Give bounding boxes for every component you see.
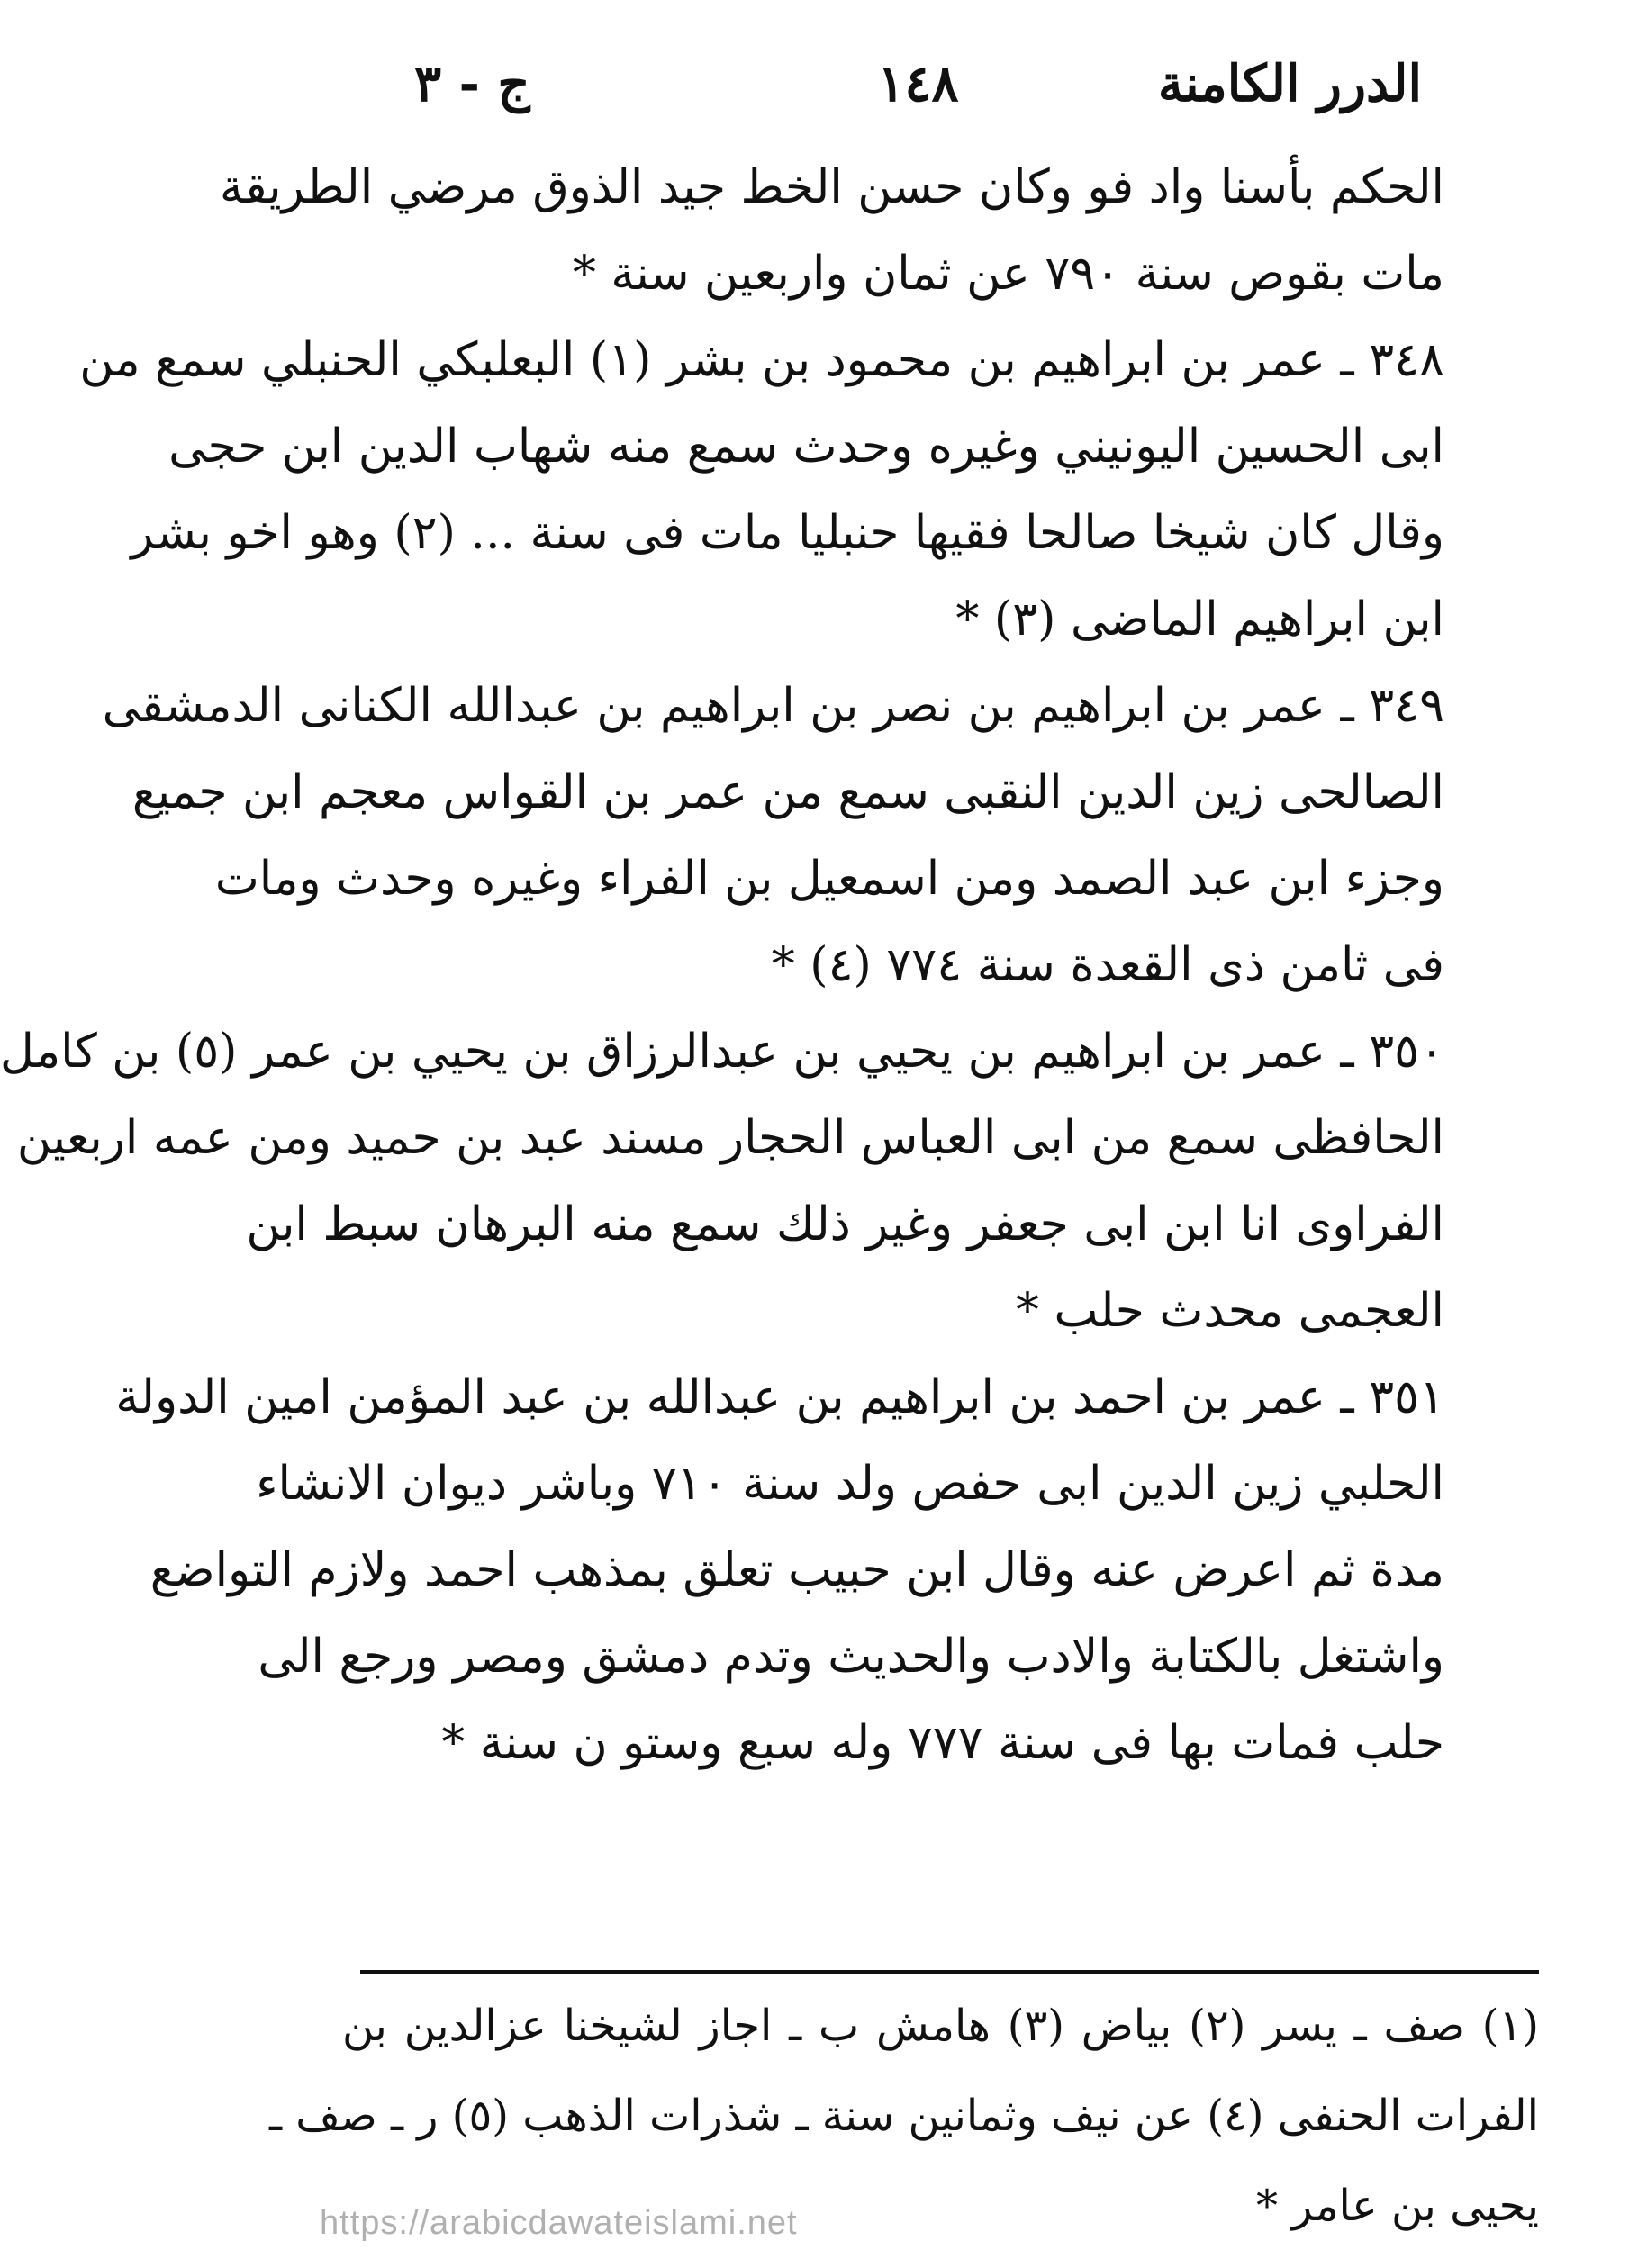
text-line: وجزء ابن عبد الصمد ومن اسمعيل بن الفراء وغيره وحدث ومات [214,852,1444,906]
text-line: مدة ثم اعرض عنه وقال ابن حبيب تعلق بمذهب احمد ولازم التواضع [149,1543,1444,1597]
text-line: فى ثامن ذى القعدة سنة ٧٧٤ (٤) * [771,938,1444,992]
watermark-url: https://arabicdawateislami.net [320,2204,798,2242]
entry-350 [0,1008,1444,1354]
text-line: الصالحى زين الدين النقبى سمع من عمر بن القواس معجم ابن جميع [131,765,1444,819]
text-line: ٣٤٨ ـ عمر بن ابراهيم بن محمود بن بشر (١) البعلبكي الحنبلي سمع من [79,333,1444,387]
text-line: الحافظى سمع من ابى العباس الحجار مسند عبد بن حميد ومن عمه اربعين [16,1111,1444,1165]
text-line: ٣٥١ ـ عمر بن احمد بن ابراهيم بن عبدالله بن عبد المؤمن امين الدولة [115,1370,1444,1424]
footnote-line: الفرات الحنفى (٤) عن نيف وثمانين سنة ـ شذرات الذهب (٥) ر ـ صف ـ [268,2091,1539,2141]
text-line: ٣٥٠ ـ عمر بن ابراهيم بن يحيي بن عبدالرزاق بن يحيي بن عمر (٥) بن كامل [0,1025,1444,1079]
text-line: الفراوى انا ابن ابى جعفر وغير ذلك سمع منه البرهان سبط ابن [246,1197,1444,1251]
footnote-line: (١) صف ـ يسر (٢) بياض (٣) هامش ب ـ اجاز لشيخنا عزالدين بن [342,2001,1540,2051]
footnote-line: يحيى بن عامر * [1256,2181,1539,2231]
text-line: مات بقوص سنة ٧٩٠ عن ثمان واربعين سنة * [572,247,1444,301]
entry-351 [115,1354,1444,1786]
text-line: العجمى محدث حلب * [1015,1284,1444,1338]
volume-label: ج - ٣ [414,54,530,113]
text-line: الحلبي زين الدين ابى حفص ولد سنة ٧١٠ وباشر ديوان الانشاء [256,1457,1444,1511]
text-line: ابن ابراهيم الماضى (٣) * [955,592,1444,646]
entry-continuation [219,144,1444,317]
page-header [414,54,1422,135]
footnote-divider [360,1970,1539,1974]
text-line: واشتغل بالكتابة والادب والحديث وتدم دمشق ومصر ورجع الى [258,1630,1444,1684]
page-number: ١٤٨ [877,54,959,113]
entry-348 [79,317,1444,663]
text-line: وقال كان شيخا صالحا فقيها حنبليا مات فى سنة ... (٢) وهو اخو بشر [131,506,1444,560]
text-line: ٣٤٩ ـ عمر بن ابراهيم بن نصر بن ابراهيم بن عبدالله الكنانى الدمشقى [102,679,1444,733]
text-line: حلب فمات بها فى سنة ٧٧٧ وله سبع وستو ن سنة * [441,1716,1444,1770]
main-text [0,144,1444,1786]
text-line: الحكم بأسنا واد فو وكان حسن الخط جيد الذوق مرضي الطريقة [219,160,1444,214]
text-line: ابى الحسين اليونيني وغيره وحدث سمع منه شهاب الدين ابن حجى [168,420,1444,474]
entry-349 [102,663,1444,1008]
book-title: الدرر الكامنة [1157,54,1422,113]
